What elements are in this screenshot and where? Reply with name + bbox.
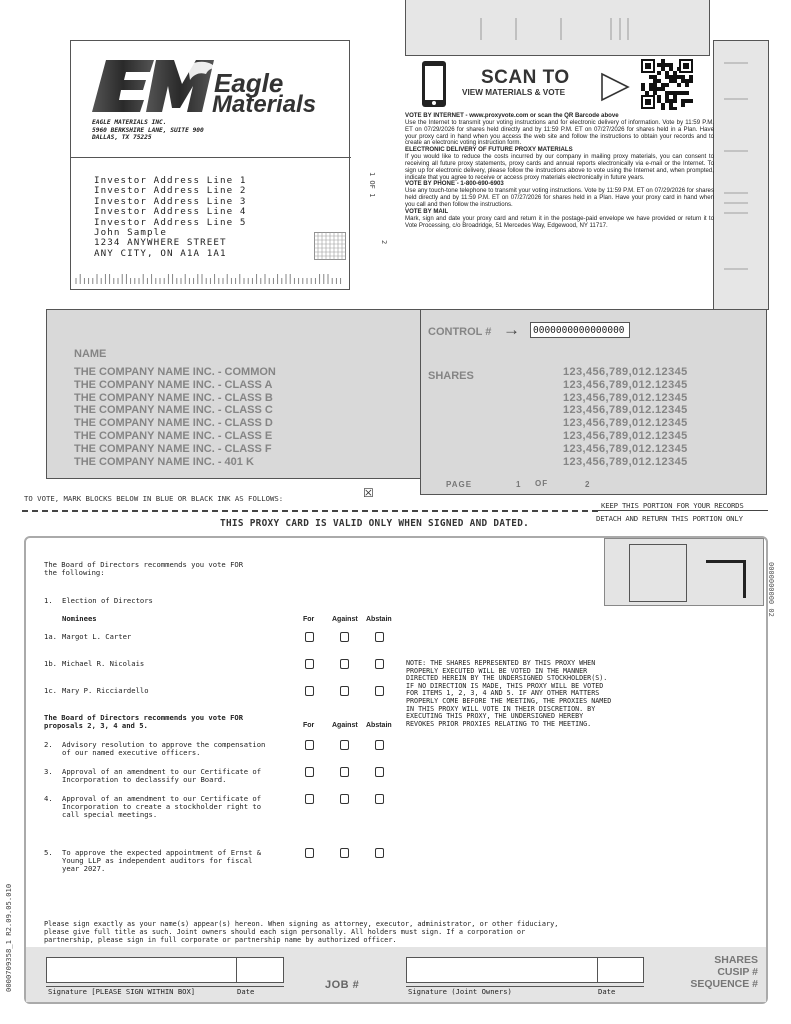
investor-line: Investor Address Line 4 bbox=[94, 206, 247, 218]
qr-module bbox=[665, 91, 669, 95]
note-line: IF NO DIRECTION IS MADE, THIS PROXY WILL BE VOTED bbox=[406, 681, 604, 690]
proposal-text bbox=[62, 768, 261, 784]
holding-class: THE COMPANY NAME INC. - COMMON bbox=[74, 366, 276, 378]
qr-module bbox=[653, 83, 657, 87]
qr-module bbox=[657, 71, 661, 75]
col-abstain-header: Abstain bbox=[366, 616, 392, 623]
board-rec-line: The Board of Directors recommends you vote FOR bbox=[44, 560, 244, 569]
proposal-line: call special meetings. bbox=[62, 810, 158, 820]
internet-vote-text: Use the Internet to transmit your voting instructions and for electronic delivery of information. Vote by 11:59 P.M. ET on 07/29/2026 for shares held directly and by 11:59 P.M. ET on 07/27/2026 for shares held in a Plan. Have your proxy card in hand when you access the web site and follow the instructions to obtain your records and to create an electronic voting instruction form. bbox=[405, 118, 714, 147]
qr-module bbox=[665, 63, 669, 67]
qr-module bbox=[685, 91, 689, 95]
mail-vote-text: Mark, sign and date your proxy card and return it in the postage-paid envelope we have provided or return it to Vote Processing, c/o Broadridge, 51 Mercedes Way, Edgewood, NY 11717. bbox=[405, 214, 714, 229]
qr-module bbox=[657, 87, 661, 91]
control-label: CONTROL # bbox=[428, 326, 492, 338]
datamatrix-code bbox=[314, 232, 346, 260]
page-count-bottom: 2 bbox=[380, 240, 388, 245]
vote-abstain-checkbox[interactable] bbox=[375, 794, 384, 804]
qr-module bbox=[657, 63, 661, 67]
right-tab bbox=[713, 40, 769, 310]
vote-abstain-checkbox[interactable] bbox=[375, 767, 384, 777]
board-rec2-line: The Board of Directors recommends you vote FOR bbox=[44, 713, 244, 722]
qr-module bbox=[677, 75, 681, 79]
proposal-text bbox=[62, 849, 261, 874]
qr-module bbox=[673, 91, 677, 95]
note-line: REVOKES PRIOR PROXIES RELATING TO THE MEETING. bbox=[406, 719, 592, 728]
qr-module bbox=[661, 67, 665, 71]
valid-notice: THIS PROXY CARD IS VALID ONLY WHEN SIGNED AND DATED. bbox=[220, 518, 530, 529]
joint-date-label: Date bbox=[598, 987, 616, 996]
nominee-name: Margot L. Carter bbox=[62, 632, 132, 641]
nominee-name: Michael R. Nicolais bbox=[62, 659, 145, 668]
share-amount: 123,456,789,012.12345 bbox=[563, 404, 688, 417]
holding-class: THE COMPANY NAME INC. - CLASS B bbox=[74, 391, 273, 404]
qr-module bbox=[657, 99, 661, 103]
vote-marking-instruction: TO VOTE, MARK BLOCKS BELOW IN BLUE OR BLACK INK AS FOLLOWS: bbox=[24, 494, 284, 503]
ballot-corner-box bbox=[629, 544, 687, 602]
company-name-line: EAGLE MATERIALS INC. bbox=[92, 119, 167, 126]
qr-module bbox=[681, 75, 685, 79]
proposal-line: To approve the expected appointment of Ernst & bbox=[62, 848, 262, 857]
shares-list bbox=[563, 366, 688, 468]
page-label: PAGE bbox=[446, 480, 473, 489]
qr-module bbox=[673, 99, 677, 103]
qr-module bbox=[673, 107, 677, 110]
note-line: FOR ITEMS 1, 2, 3, 4 AND 5. IF ANY OTHER MATTERS bbox=[406, 689, 600, 698]
vote-against-checkbox[interactable] bbox=[340, 767, 349, 777]
note-line: DIRECTED HEREIN BY THE UNDERSIGNED STOCKHOLDER(S). bbox=[406, 674, 608, 683]
share-amount: 123,456,789,012.12345 bbox=[563, 442, 688, 455]
shares-label: SHARES bbox=[428, 370, 474, 382]
holding-class-list bbox=[74, 366, 276, 468]
proposal-text bbox=[62, 795, 261, 820]
qr-module bbox=[649, 87, 653, 91]
page-count-top: 1 OF 1 bbox=[368, 172, 376, 198]
qr-module bbox=[649, 83, 653, 87]
qr-module bbox=[681, 103, 685, 107]
qr-module bbox=[673, 79, 677, 83]
vote-abstain-checkbox[interactable] bbox=[375, 848, 384, 858]
qr-module bbox=[669, 103, 673, 107]
investor-line: Investor Address Line 1 bbox=[94, 175, 247, 186]
registration-mark bbox=[706, 560, 746, 598]
qr-module bbox=[661, 103, 665, 107]
sign-line: please give full title as such. Joint owners should each sign personally. All holders must sign. If a corporation or bbox=[44, 927, 526, 936]
qr-module bbox=[669, 63, 673, 67]
margin-code: 0000709358_1 R2.09.05.010 bbox=[4, 883, 13, 992]
share-amount: 123,456,789,012.12345 bbox=[563, 455, 688, 468]
holding-class: THE COMPANY NAME INC. - 401 K bbox=[74, 455, 254, 468]
example-mark-icon: ☒ bbox=[363, 486, 374, 500]
sign-line: partnership, please sign in full corporate or partnership name by authorized officer. bbox=[44, 935, 397, 944]
investor-line: Investor Address Line 5 bbox=[94, 216, 247, 228]
electronic-delivery-heading: ELECTRONIC DELIVERY OF FUTURE PROXY MATERIALS bbox=[405, 146, 573, 154]
qr-module bbox=[685, 99, 689, 103]
company-address-line1: 5960 BERKSHIRE LANE, SUITE 900 bbox=[92, 126, 204, 134]
investor-line: ANY CITY, ON A1A 1A1 bbox=[94, 247, 227, 259]
qr-module bbox=[677, 91, 681, 95]
note-line: PROPERLY COME BEFORE THE MEETING, THE PROXIES NAMED bbox=[406, 696, 612, 705]
joint-signature-label: Signature (Joint Owners) bbox=[408, 987, 512, 996]
qr-module bbox=[669, 91, 673, 95]
vote-against-checkbox[interactable] bbox=[340, 686, 349, 696]
investor-line: 1234 ANYWHERE STREET bbox=[94, 237, 227, 249]
board-recommendation-proposals bbox=[44, 714, 243, 730]
control-arrow-icon: → bbox=[503, 320, 520, 339]
share-amount: 123,456,789,012.12345 bbox=[563, 429, 688, 442]
top-tab bbox=[405, 0, 710, 56]
investor-line: John Sample bbox=[94, 227, 167, 239]
proposal-line: year 2027. bbox=[62, 864, 106, 874]
job-number-label: JOB # bbox=[325, 979, 360, 991]
joint-signature-box[interactable] bbox=[406, 957, 598, 983]
col-abstain-header: Abstain bbox=[366, 722, 392, 729]
qr-module bbox=[653, 75, 657, 79]
qr-module bbox=[677, 67, 681, 71]
qr-module bbox=[689, 99, 693, 103]
logo-word-eagle: Eagle bbox=[214, 68, 284, 98]
date-label: Date bbox=[237, 987, 255, 996]
col-against-header: Against bbox=[332, 616, 358, 623]
vote-for-checkbox[interactable] bbox=[305, 767, 314, 777]
share-amount: 123,456,789,012.12345 bbox=[563, 378, 688, 391]
item1-title: Election of Directors bbox=[62, 596, 153, 605]
logo-word-materials: Materials bbox=[212, 91, 317, 114]
phone-vote-heading: VOTE BY PHONE - 1-800-690-6903 bbox=[405, 180, 504, 188]
qr-module bbox=[669, 107, 673, 110]
play-arrow-icon bbox=[598, 70, 632, 104]
investor-line: Investor Address Line 2 bbox=[94, 185, 247, 197]
qr-module bbox=[653, 79, 657, 83]
date-box[interactable] bbox=[236, 957, 284, 983]
qr-module bbox=[669, 99, 673, 103]
proposal-line: Young LLP as independent auditors for fiscal bbox=[62, 856, 253, 866]
vote-for-checkbox[interactable] bbox=[305, 740, 314, 750]
qr-module bbox=[685, 83, 689, 87]
phone-vote-text: Use any touch-tone telephone to transmit your voting instructions. Vote by 11:59 P.M. ET on 07/29/2026 for shares held directly and by 11:59 P.M. ET on 07/27/2026 for shares held in a Plan. Have your proxy card in hand when you call and then follow the instructions. bbox=[405, 187, 714, 208]
proposal-line: Incorporation to create a stockholder right to bbox=[62, 802, 262, 812]
proposal-line: Approval of an amendment to our Certificate of bbox=[62, 794, 262, 803]
keep-portion-note: KEEP THIS PORTION FOR YOUR RECORDS bbox=[601, 501, 744, 510]
vote-for-checkbox[interactable] bbox=[305, 848, 314, 858]
qr-module bbox=[665, 95, 669, 99]
qr-module bbox=[689, 79, 693, 83]
qr-module bbox=[661, 107, 665, 110]
company-address bbox=[92, 119, 204, 142]
qr-module bbox=[689, 75, 693, 79]
ballot-corner-fields bbox=[676, 954, 758, 990]
share-amount: 123,456,789,012.12345 bbox=[563, 417, 688, 430]
qr-module bbox=[665, 99, 669, 103]
detach-portion-note: DETACH AND RETURN THIS PORTION ONLY bbox=[596, 514, 743, 523]
board-recommendation bbox=[44, 561, 243, 577]
qr-module bbox=[673, 71, 677, 75]
qr-module bbox=[681, 99, 685, 103]
vote-abstain-checkbox[interactable] bbox=[375, 686, 384, 696]
qr-module bbox=[657, 79, 661, 83]
qr-module bbox=[653, 87, 657, 91]
vote-abstain-checkbox[interactable] bbox=[375, 632, 384, 642]
qr-module bbox=[653, 91, 657, 95]
control-number[interactable]: 0000000000000000 bbox=[530, 322, 630, 338]
qr-module bbox=[681, 91, 685, 95]
sequence-corner-label: SEQUENCE # bbox=[690, 978, 758, 990]
proposal-number: 2. bbox=[44, 740, 53, 749]
vote-against-checkbox[interactable] bbox=[340, 794, 349, 804]
note-line: IN THIS PROXY WILL VOTE IN THEIR DISCRETION. BY bbox=[406, 704, 596, 713]
sign-line: Please sign exactly as your name(s) appear(s) hereon. When signing as attorney, executor, administrator, or other fiduciary, bbox=[44, 920, 559, 928]
detach-cut-line bbox=[22, 510, 598, 512]
col-for-header: For bbox=[303, 722, 315, 729]
page-of: OF bbox=[535, 479, 549, 488]
qr-module bbox=[669, 67, 673, 71]
qr-module bbox=[661, 63, 665, 67]
nominee-number: 1b. bbox=[44, 659, 57, 668]
investor-line: Investor Address Line 3 bbox=[94, 195, 247, 207]
holding-class: THE COMPANY NAME INC. - CLASS F bbox=[74, 442, 272, 455]
qr-module bbox=[669, 79, 673, 83]
holding-class: THE COMPANY NAME INC. - CLASS E bbox=[74, 429, 273, 442]
nominee-name: Mary P. Ricciardello bbox=[62, 686, 149, 695]
nominee-number: 1c. bbox=[44, 686, 57, 695]
side-code: 0000000000 02 bbox=[767, 562, 775, 617]
vote-against-checkbox[interactable] bbox=[340, 848, 349, 858]
keep-portion-rule bbox=[598, 510, 768, 511]
qr-code[interactable] bbox=[640, 58, 694, 110]
vote-for-checkbox[interactable] bbox=[305, 794, 314, 804]
col-for-header: For bbox=[303, 616, 315, 623]
vote-abstain-checkbox[interactable] bbox=[375, 740, 384, 750]
cusip-corner-label: CUSIP # bbox=[717, 966, 758, 978]
company-address-line2: DALLAS, TX 75225 bbox=[92, 134, 152, 141]
holding-class: THE COMPANY NAME INC. - CLASS D bbox=[74, 417, 273, 430]
proposal-text bbox=[62, 741, 265, 757]
panel-divider bbox=[71, 157, 351, 158]
col-against-header: Against bbox=[332, 722, 358, 729]
qr-module bbox=[661, 83, 665, 87]
qr-module bbox=[641, 87, 645, 91]
internet-vote-heading: VOTE BY INTERNET - www.proxyvote.com or scan the QR Barcode above bbox=[405, 112, 619, 119]
note-line: NOTE: THE SHARES REPRESENTED BY THIS PROXY WHEN bbox=[406, 659, 596, 667]
proposal-number: 3. bbox=[44, 767, 53, 776]
note-line: PROPERLY EXECUTED WILL BE VOTED IN THE MANNER bbox=[406, 666, 588, 675]
qr-module bbox=[665, 75, 669, 79]
qr-module bbox=[685, 79, 689, 83]
proposal-number: 4. bbox=[44, 794, 53, 803]
holding-class: THE COMPANY NAME INC. - CLASS C bbox=[74, 404, 273, 417]
vote-for-checkbox[interactable] bbox=[305, 686, 314, 696]
qr-module bbox=[645, 91, 649, 95]
name-label: NAME bbox=[74, 348, 107, 360]
board-rec2-line: proposals 2, 3, 4 and 5. bbox=[44, 721, 148, 731]
qr-module bbox=[649, 75, 653, 79]
share-amount: 123,456,789,012.12345 bbox=[563, 391, 688, 404]
page-number: 1 bbox=[516, 480, 521, 489]
signature-label: Signature [PLEASE SIGN WITHIN BOX] bbox=[48, 987, 196, 996]
shares-corner-label: SHARES bbox=[714, 954, 758, 966]
scan-subtitle: VIEW MATERIALS & VOTE bbox=[462, 88, 566, 97]
proposal-line: Incorporation to declassify our Board. bbox=[62, 775, 227, 785]
phone-icon bbox=[419, 60, 449, 108]
qr-module bbox=[661, 59, 665, 63]
qr-module bbox=[677, 83, 681, 87]
vote-for-checkbox[interactable] bbox=[305, 659, 314, 669]
proposal-line: Advisory resolution to approve the compensation bbox=[62, 740, 266, 749]
page-total: 2 bbox=[585, 480, 590, 489]
proposal-line: Approval of an amendment to our Certificate of bbox=[62, 767, 262, 776]
item1-number: 1. bbox=[44, 596, 53, 605]
vote-for-checkbox[interactable] bbox=[305, 632, 314, 642]
vote-against-checkbox[interactable] bbox=[340, 659, 349, 669]
company-logo bbox=[92, 58, 326, 114]
vote-against-checkbox[interactable] bbox=[340, 740, 349, 750]
postal-barcode bbox=[74, 272, 346, 284]
mail-vote-heading: VOTE BY MAIL bbox=[405, 207, 449, 215]
board-rec-line: the following: bbox=[44, 568, 105, 578]
qr-module bbox=[657, 95, 661, 99]
nominees-header: Nominees bbox=[62, 614, 97, 623]
proposal-number: 5. bbox=[44, 848, 53, 857]
holding-class: THE COMPANY NAME INC. - CLASS A bbox=[74, 378, 273, 391]
share-amount: 123,456,789,012.12345 bbox=[563, 366, 688, 378]
signing-instructions bbox=[44, 921, 558, 944]
qr-module bbox=[681, 79, 685, 83]
qr-module bbox=[673, 75, 677, 79]
nominee-number: 1a. bbox=[44, 632, 57, 641]
joint-date-box[interactable] bbox=[597, 957, 644, 983]
qr-module bbox=[641, 83, 645, 87]
voting-instructions bbox=[405, 113, 714, 229]
proposal-line: of our named executive officers. bbox=[62, 748, 201, 758]
qr-module bbox=[665, 83, 669, 87]
investor-address bbox=[94, 176, 247, 259]
qr-module bbox=[665, 71, 669, 75]
proxy-note bbox=[406, 660, 611, 728]
qr-module bbox=[673, 95, 677, 99]
note-line: EXECUTING THIS PROXY, THE UNDERSIGNED HEREBY bbox=[406, 712, 584, 721]
qr-module bbox=[661, 87, 665, 91]
vote-against-checkbox[interactable] bbox=[340, 632, 349, 642]
signature-box[interactable] bbox=[46, 957, 237, 983]
vote-abstain-checkbox[interactable] bbox=[375, 659, 384, 669]
qr-module bbox=[669, 75, 673, 79]
scan-title: SCAN TO bbox=[481, 67, 570, 88]
electronic-delivery-text: If you would like to reduce the costs incurred by our company in mailing proxy materials, you can consent to receiving all future proxy statements, proxy cards and annual reports electronically via e-mail or the Internet. To sign up for electronic delivery, please follow the instructions above to vote using the Internet and, when prompted, indicate that you agree to receive or access proxy materials electronically in future years. bbox=[405, 153, 714, 181]
